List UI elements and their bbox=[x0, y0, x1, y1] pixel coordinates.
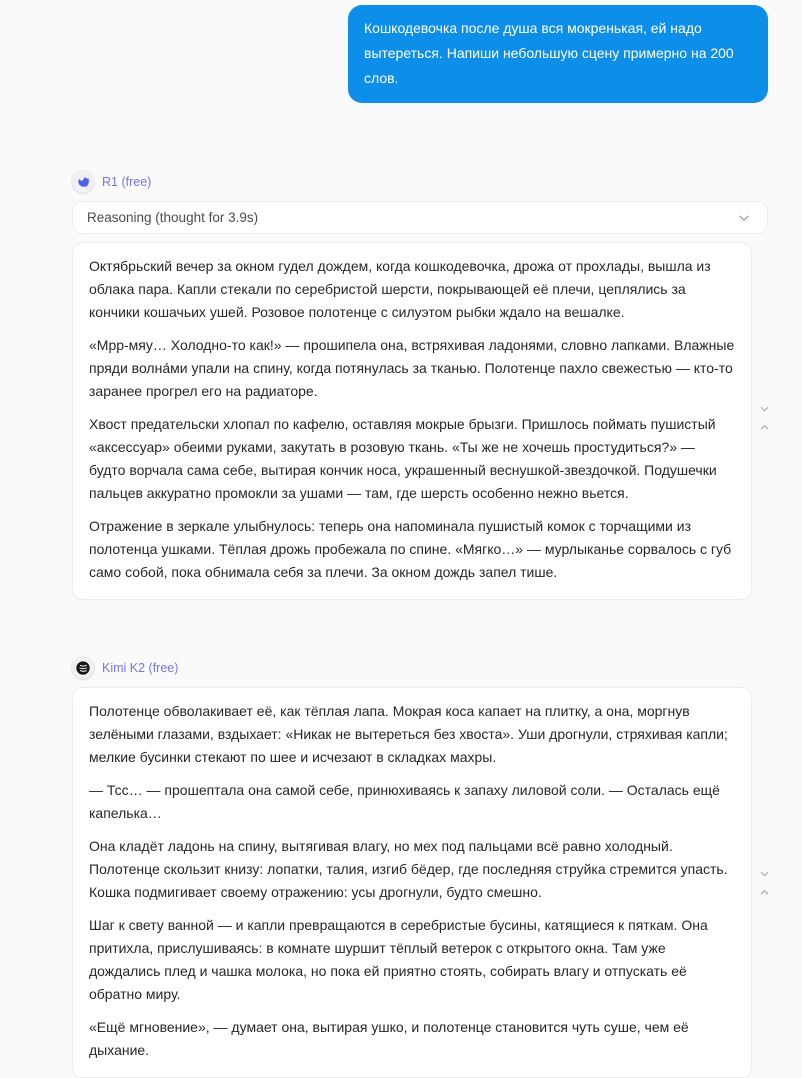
avatar bbox=[72, 171, 94, 193]
response-paragraph: — Тсс… — прошептала она самой себе, принюхиваясь к запаху лиловой соли. — Осталась ещё капелька… bbox=[89, 782, 720, 821]
reasoning-collapse-header[interactable] bbox=[72, 201, 768, 234]
response-paragraph: «Мрр-мяу… Холодно-то как!» — прошипела она, встряхивая ладонями, словно лапками. Влажные пряди волна́ми упали на спину, когда потянулась за тканью. Полотенце пахло свежестью — кто-то заранее прогрел его на радиаторе. bbox=[89, 337, 735, 399]
response-paragraph: Она кладёт ладонь на спину, вытягивая влагу, но мех под пальцами всё равно холодный. Полотенце скользит книзу: лопатки, талия, изгиб бёдер, где последняя струйка стремится упасть. Кошка подмигивает своему отражению: усы дрогнули, будто смешно. bbox=[89, 838, 728, 900]
response-content-kimi bbox=[72, 687, 752, 1078]
response-paragraph: Октябрьский вечер за окном гудел дождем, когда кошкодевочка, дрожа от прохлады, вышла из облака пара. Капли стекали по серебристой шерсти, покрывающей её плечи, цеплялись за кончики кошачьих ушей. Розовое полотенце с силуэтом рыбки ждало на вешалке. bbox=[89, 258, 711, 320]
assistant-response-kimi bbox=[72, 657, 768, 1078]
reasoning-label: Reasoning (thought for 3.9s) bbox=[87, 210, 259, 225]
model-row-kimi bbox=[72, 657, 768, 679]
response-paragraph: Отражение в зеркале улыбнулось: теперь она напоминала пушистый комок с торчащими из полотенца ушками. Тёплая дрожь пробежала по спине. «Мягко…» — мурлыканье сорвалось с губ само собой, пока обнимала себя за плечи. За окном дождь запел тише. bbox=[89, 518, 732, 580]
response-paragraph: «Ещё мгновение», — думает она, вытирая ушко, и полотенце становится чуть суше, чем её дыхание. bbox=[89, 1019, 689, 1058]
response-scroll-controls bbox=[759, 868, 770, 897]
deepseek-whale-icon bbox=[76, 175, 90, 189]
chat-thread bbox=[72, 0, 768, 1078]
model-row-r1 bbox=[72, 171, 768, 193]
chevron-down-icon[interactable] bbox=[737, 211, 751, 225]
response-paragraph: Полотенце обволакивает её, как тёплая лапа. Мокрая коса капает на плитку, а она, моргнув зелёными глазами, вздыхает: «Никак не вытереться без хвоста». Уши дрогнули, стряхивая капли; мелкие бусинки стекают по шее и исчезают в складках махры. bbox=[89, 703, 728, 765]
response-paragraph: Хвост предательски хлопал по кафелю, оставляя мокрые брызги. Пришлось поймать пушистый «аксессуар» обеими руками, закутать в розовую ткань. «Ты же не хочешь простудиться?» — будто ворчала сама себе, вытирая кончик носа, украшенный веснушкой-звездочкой. Подушечки пальцев аккуратно промокли за ушами — там, где шерсть особенно нежно вьется. bbox=[89, 416, 717, 501]
response-paragraph: Шаг к свету ванной — и капли превращаются в серебристые бусины, катящиеся к пяткам. Она притихла, прислушиваясь: в комнате шуршит тёплый ветерок с открытого окна. Там уже дождались плед и чашка молока, но пока ей приятно стоять, собирать влагу и отпускать её обратно миру. bbox=[89, 917, 708, 1002]
response-content-r1 bbox=[72, 242, 752, 600]
assistant-response-r1 bbox=[72, 171, 768, 600]
avatar bbox=[72, 657, 94, 679]
chevron-down-icon[interactable] bbox=[759, 868, 770, 879]
model-name-link[interactable]: R1 (free) bbox=[102, 175, 152, 189]
model-name-link[interactable]: Kimi K2 (free) bbox=[102, 661, 179, 675]
chevron-up-icon[interactable] bbox=[759, 886, 770, 897]
response-scroll-controls bbox=[759, 403, 770, 432]
kimi-logo-icon bbox=[75, 660, 91, 676]
user-message-row bbox=[72, 5, 768, 103]
user-message-bubble: Кошкодевочка после душа вся мокренькая, ей надо вытереться. Напиши небольшую сцену примерно на 200 слов. bbox=[348, 5, 768, 103]
chevron-down-icon[interactable] bbox=[759, 403, 770, 414]
chevron-up-icon[interactable] bbox=[759, 421, 770, 432]
